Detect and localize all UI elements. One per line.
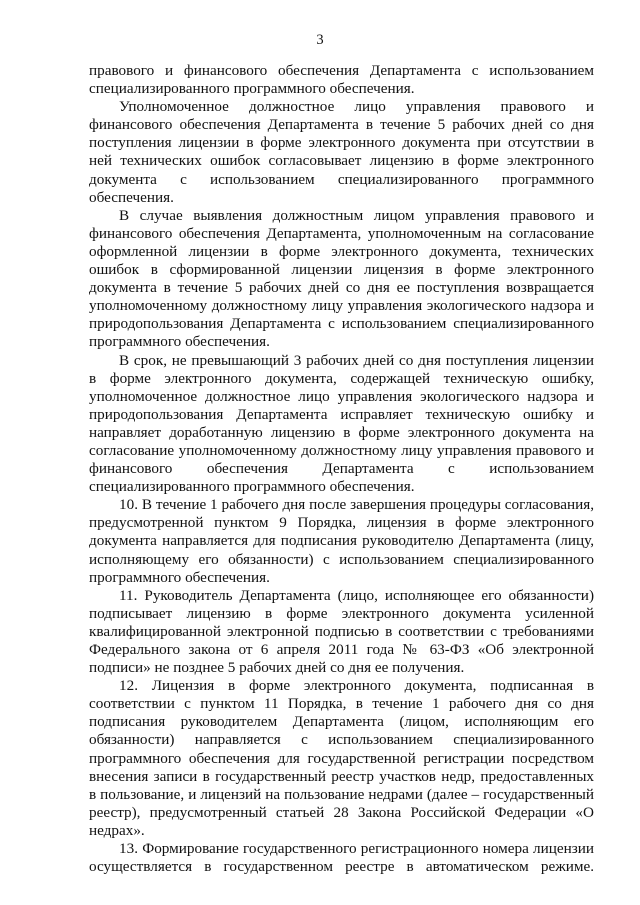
paragraph-error-fix: В срок, не превышающий 3 рабочих дней со дня поступления лицензии в форме электронного документа, содержащей техническую ошибку, уполномоченное должностное лицо управления экологического надзора и природопользования Департамента исправляет техническую ошибку и направляет доработанную лицензию в форме электронного документа на согласование уполномоченному должностному лицу управления правового и финансового обеспечения Департамента с использованием специализированного программного обеспечения.: [89, 351, 594, 496]
document-body: [89, 62, 594, 876]
paragraph-item-12: 12. Лицензия в форме электронного документа, подписанная в соответствии с пунктом 11 Порядка, в течение 1 рабочего дня со дня подписания руководителем Департамента (лицом, исполняющим его обязанности) направляется с использованием специализированного программного обеспечения для государственной регистрации посредством внесения записи в государственный реестр участков недр, предоставленных в пользование, и лицензий на пользование недрами (далее – государственный реестр), предусмотренный статьей 28 Закона Российской Федерации «О недрах».: [89, 677, 594, 839]
paragraph-item-11: 11. Руководитель Департамента (лицо, исполняющее его обязанности) подписывает лицензию в форме электронного документа усиленной квалифицированной электронной подписью в соответствии с требованиями Федерального закона от 6 апреля 2011 года № 63-ФЗ «Об электронной подписи» не позднее 5 рабочих дней со дня ее получения.: [89, 586, 594, 677]
paragraph-approval: Уполномоченное должностное лицо управления правового и финансового обеспечения Департамента в течение 5 рабочих дней со дня поступления лицензии в форме электронного документа при отсутствии в ней технических ошибок согласовывает лицензию в форме электронного документа с использованием специализированного программного обеспечения.: [89, 98, 594, 206]
paragraph-item-10: 10. В течение 1 рабочего дня после завершения процедуры согласования, предусмотренной пунктом 9 Порядка, лицензия в форме электронного документа направляется для подписания руководителю Департамента (лицу, исполняющему его обязанности) с использованием специализированного программного обеспечения.: [89, 496, 594, 586]
paragraph-continuation: правового и финансового обеспечения Департамента с использованием специализированного программного обеспечения.: [89, 62, 594, 98]
paragraph-item-13: 13. Формирование государственного регистрационного номера лицензии осуществляется в государственном реестре в автоматическом режиме.: [89, 840, 594, 876]
page-number: 3: [316, 32, 324, 48]
paragraph-error-return: В случае выявления должностным лицом управления правового и финансового обеспечения Департамента, уполномоченным на согласование оформленной лицензии в форме электронного документа, технических ошибок в сформированной лицензии лицензия в форме электронного документа в течение 5 рабочих дней со дня ее поступления возвращается уполномоченному должностному лицу управления экологического надзора и природопользования Департамента с использованием специализированного программного обеспечения.: [89, 206, 594, 351]
